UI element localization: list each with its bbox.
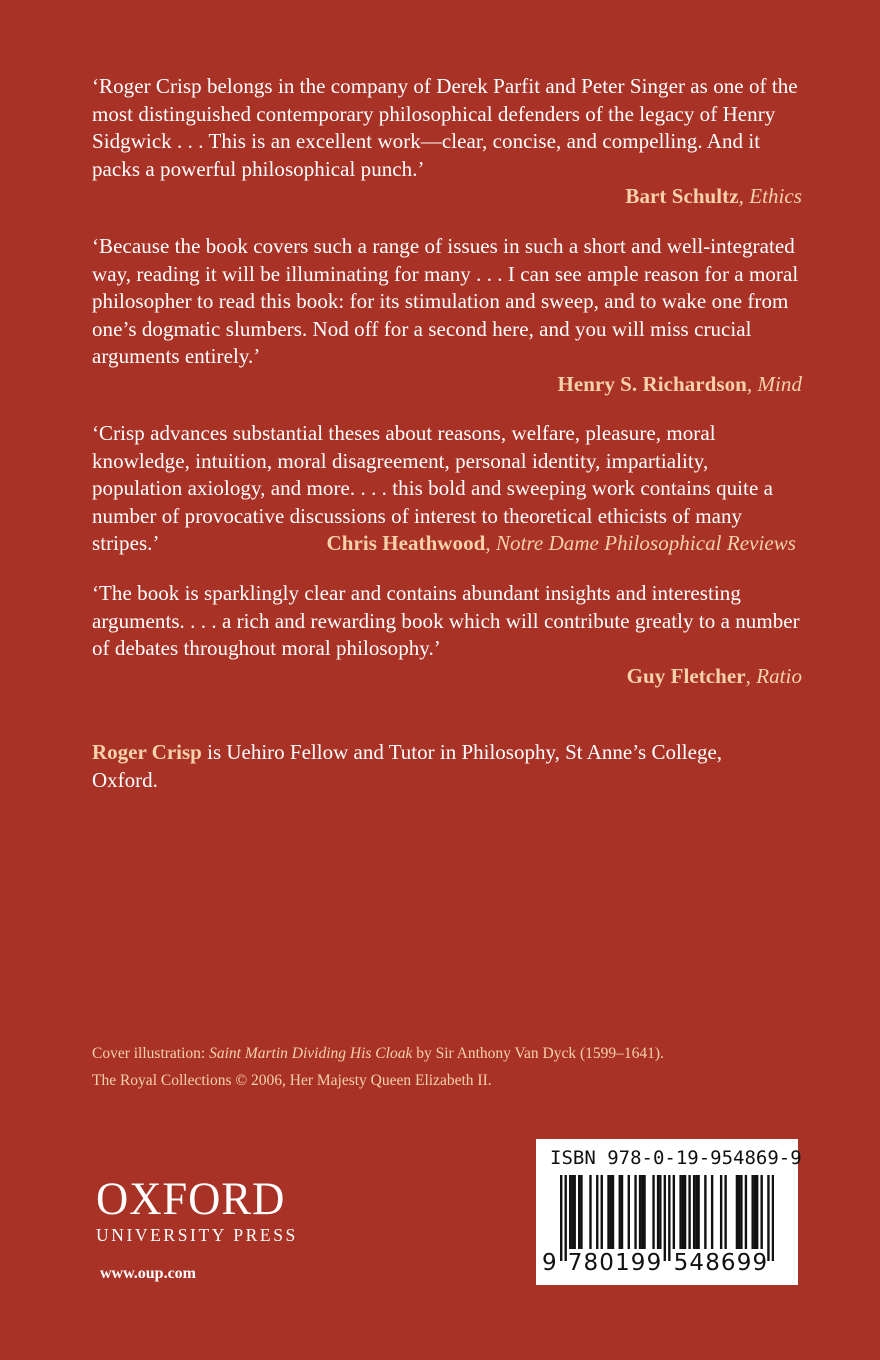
barcode-digit: 9 [630, 1250, 646, 1276]
publisher-subname: UNIVERSITY PRESS [96, 1225, 298, 1245]
reviewer-name: Guy Fletcher [626, 663, 746, 688]
barcode-bar [571, 1175, 573, 1249]
barcode-bar [580, 1175, 582, 1249]
barcode-digit: 4 [689, 1250, 705, 1276]
review-text: ‘Roger Crisp belongs in the company of Derek Parfit and Peter Singer as one of the most distinguished contemporary philosophical defenders of the legacy of Henry Sidgwick . . . This is an excellent work—clear, concise, and compelling. And it packs a powerful philosophical punch.’ [92, 74, 798, 181]
barcode-bar [772, 1175, 774, 1261]
barcode-digit: 9 [752, 1250, 768, 1276]
barcode-bar [720, 1175, 722, 1249]
barcode-bar [736, 1175, 738, 1249]
review-text: ‘Crisp advances substantial theses about reasons, welfare, pleasure, moral knowledge, intuition, moral disagreement, personal identity, impartiality, population axiology, and more. . . . this bold and sweeping work contains quite a number of provocative discussions of interest to theoretical ethicists of many stripes.’ [92, 421, 773, 555]
review-source: Mind [757, 371, 802, 396]
barcode-digit: 5 [673, 1250, 689, 1276]
barcode-bar [673, 1175, 675, 1249]
isbn-label: ISBN 978-0-19-954869-9 [550, 1147, 802, 1169]
barcode-bar [628, 1175, 630, 1249]
barcode-bar [657, 1175, 659, 1249]
review-quote [92, 420, 802, 558]
barcode-bar [697, 1175, 699, 1249]
barcode-bar [607, 1175, 609, 1249]
barcode-bar [704, 1175, 706, 1249]
reviewer-name: Henry S. Richardson [557, 371, 747, 396]
barcode-digit: 1 [615, 1250, 630, 1276]
barcode-bar [756, 1175, 758, 1249]
barcode-bar [760, 1175, 762, 1249]
cover-credit-suffix: by Sir Anthony Van Dyck (1599–1641). [412, 1045, 664, 1062]
barcode-bar [688, 1175, 690, 1249]
publisher-name: OXFORD [96, 1173, 286, 1225]
reviewer-name: Chris Heathwood [326, 531, 486, 555]
review-attribution: Bart Schultz, Ethics [625, 184, 802, 208]
barcode-bar [684, 1175, 686, 1249]
barcode-bar [643, 1175, 645, 1249]
barcode-bars [560, 1175, 774, 1261]
barcode-bar [560, 1175, 562, 1261]
oxford-logo [96, 1175, 326, 1246]
cover-credit [92, 1040, 812, 1094]
barcode-bar [664, 1175, 666, 1261]
barcode-bar [634, 1175, 636, 1249]
barcode-bar [724, 1175, 726, 1249]
author-bio-text: is Uehiro Fellow and Tutor in Philosophy, St Anne’s College, Oxford. [92, 740, 723, 792]
barcode-bar [711, 1175, 713, 1249]
review-source: Ethics [749, 184, 802, 208]
review-source: Notre Dame Philosophical Reviews [495, 531, 796, 555]
barcode-bar [740, 1175, 742, 1249]
review-source: Ratio [756, 663, 802, 688]
barcode-digit: 9 [736, 1250, 752, 1276]
cover-credit-prefix: Cover illustration: [92, 1045, 210, 1062]
review-text: ‘Because the book covers such a range of issues in such a short and well-integrated way, reading it will be illuminating for many . . . I can see ample reason for a moral philosopher to read this book: for its stimulation and sweep, and to wake one from one’s dogmatic slumbers. Nod off for a second here, and you will miss crucial arguments entirely.’ [92, 234, 799, 368]
barcode-bar [695, 1175, 697, 1249]
barcode-digit: 7 [567, 1250, 583, 1276]
author-bio [92, 738, 792, 794]
review-text: ‘The book is sparklingly clear and contains abundant insights and interesting arguments. . . . a rich and rewarding book which will contribute greatly to a number of debates throughout moral philosophy.’ [92, 581, 800, 660]
reviewer-name: Bart Schultz [625, 184, 739, 208]
barcode-bar [641, 1175, 643, 1249]
review-quote [92, 73, 802, 211]
barcode-bar [596, 1175, 598, 1249]
copyright-line: The Royal Collections © 2006, Her Majesty Queen Elizabeth II. [92, 1072, 492, 1089]
review-attribution: Henry S. Richardson, Mind [557, 371, 802, 396]
barcode-bar [589, 1175, 591, 1249]
barcode-bar [621, 1175, 623, 1249]
review-attribution: Chris Heathwood, Notre Dame Philosophical Reviews [326, 531, 796, 555]
barcode-bar [767, 1175, 769, 1261]
barcode-bar [619, 1175, 621, 1249]
barcode-digit: 6 [720, 1250, 736, 1276]
barcode-bar [745, 1175, 747, 1249]
barcode-digit: 8 [583, 1250, 599, 1276]
isbn-barcode [536, 1139, 802, 1285]
barcode-bar [565, 1175, 567, 1261]
barcode-bar [659, 1175, 661, 1249]
barcode-bar [754, 1175, 756, 1249]
barcode-bar [612, 1175, 614, 1249]
barcode-bar [601, 1175, 603, 1249]
barcode-digit: 8 [705, 1250, 720, 1276]
barcode-bar [751, 1175, 753, 1249]
review-quote [92, 233, 802, 398]
barcode-digit: 0 [599, 1250, 614, 1276]
barcode-bar [578, 1175, 580, 1249]
artwork-title: Saint Martin Dividing His Cloak [209, 1045, 413, 1062]
barcode-bar [668, 1175, 670, 1261]
publisher-url[interactable]: www.oup.com [100, 1265, 197, 1282]
barcode-bar [652, 1175, 654, 1249]
barcode-bar [693, 1175, 695, 1249]
barcode-bar [639, 1175, 641, 1249]
barcode-bar [610, 1175, 612, 1249]
barcode-bar [682, 1175, 684, 1249]
author-name: Roger Crisp [92, 740, 202, 764]
barcode-bar [738, 1175, 740, 1249]
review-attribution: Guy Fletcher, Ratio [626, 663, 802, 688]
review-quote [92, 580, 802, 690]
barcode-bar [679, 1175, 681, 1249]
barcode-bar [574, 1175, 576, 1249]
barcode-bar [569, 1175, 571, 1249]
barcode-digit: 9 [542, 1250, 557, 1276]
barcode-digit: 9 [646, 1250, 662, 1276]
